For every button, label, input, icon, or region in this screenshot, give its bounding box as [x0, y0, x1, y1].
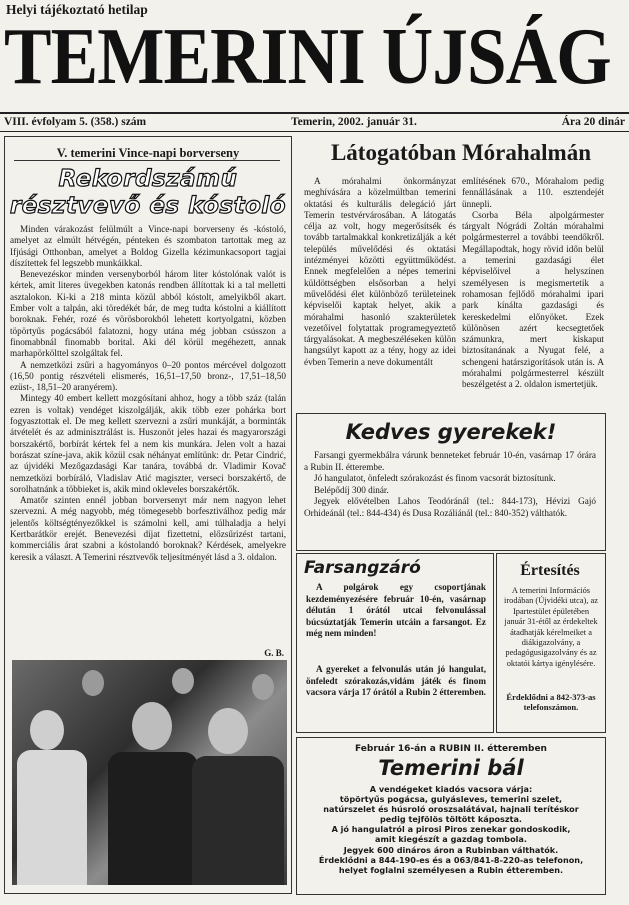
- carnival-title: Farsangzáró: [304, 558, 421, 578]
- children-ball-body: [304, 450, 596, 519]
- children-ball-paragraph: Jegyek elővételben Lahos Teodóránál (tel.: 844-173), Hévizi Gajó Orhideánál (tel.: 844-434) és Dusa Rozáliánál (tel.: 840-352) válthatók.: [304, 496, 596, 518]
- children-ball-title: Kedves gyerekek!: [345, 420, 557, 444]
- ball-line: A jó hangulatról a pirosi Piros zenekar gondoskodik,: [331, 824, 571, 835]
- ball-line: natúrszelet és húsroló oroszsalátával, hajnali terítéskor: [323, 804, 579, 815]
- wine-title-line1: Rekordszámú: [58, 166, 238, 192]
- carnival-text-1: A polgárok egy csoportjának kezdeményezésére február 10-én, vasárnap délután 1 órától utcai felvonulással búcsúztatják Temerin utcáin a farsangot. Ez még nem minden!: [306, 582, 486, 639]
- wine-subtitle: V. temerini Vince-napi borverseny: [56, 146, 240, 160]
- notice-text: A temerini Információs irodában (Újvidéki utca), az Ipartestület épületében január 31-étől az érdekeltek átadhatják kérelmeiket a diákigazolvány, a pedagógusigazolvány és az oktatói kártya igénylésére.: [504, 586, 598, 668]
- ball-pretitle: Február 16-án a RUBIN II. étteremben: [355, 744, 547, 754]
- ball-line: töpörtyűs pogácsa, gulyásleves, temerini szelet,: [339, 794, 563, 805]
- ball-line: helyet foglalni személyesen a Rubin étteremben.: [338, 864, 564, 875]
- wine-body: [10, 224, 286, 648]
- mora-paragraph: említésének 670., Mórahalom pedig fennállásának a 110. esztendejét ünnepli.: [462, 176, 604, 209]
- masthead-rule-bottom: [0, 131, 629, 132]
- children-ball-paragraph: Farsangi gyermekbálra várunk benneteket február 10-én, vasárnap 17 órára a Rubin II. étterembe.: [304, 450, 596, 472]
- issue-number: VIII. évfolyam 5. (358.) szám: [4, 116, 147, 128]
- mora-col2: [462, 176, 604, 410]
- children-ball-paragraph: Jó hangulatot, önfeledt szórakozást és finom vacsorát biztosítunk.: [314, 473, 556, 483]
- wine-paragraph: Mintegy 40 embert kellett mozgósítani ahhoz, hogy a több száz (talán ezren is voltak) vendéget kiszolgálják, akik több ezer pohárka bort fogyasztottak el. De meg kellett szervezni a zsűri munkáját, a borminták átvételét és az adminisztrálást is. Huszonöt jeles hazai és magyarországi borszakértő, borbírát kértek fel a nem kis munkára. Jelen volt a hazai borászat színe-java, akik közül csak néhányat említünk: dr. Petar Cindrić, az újvidéki Mezőgazdasági Kar tanára, továbbá dr. Vladimir Kovač nemzetközi borbíráló, Vladislav Atić magiszter, verseci borszakértő, de sorolhatnánk a többieket is, akik mind okleveles borszakértők.: [10, 393, 286, 494]
- wine-tasting-photo: [12, 660, 287, 885]
- ball-line: Érdeklődni a 844-190-es és a 063/841-8-220-as telefonon,: [318, 854, 584, 865]
- wine-paragraph: Amatőr szinten ennél jobban borversenyt már nem nagyon lehet szervezni. A még nagyobb, még tömegesebb borfesztiválhoz pedig már jelentős költségtényezőkkel is számolni kell, ami túlhaladja a helyi Kertbarátkör erejét. Benevezési díjat fizettetni, előzsűrizést tartani, kommerciális árat szabni a kóstolandó boroknak? Kérdések, amelyekre keresik a választ. A Temerini résztvevők teljesítményét lásd a 3. oldalon.: [10, 495, 286, 562]
- mora-paragraph: Csorba Béla alpolgármester tárgyalt Nógrádi Zoltán mórahalmi polgármesterrel a további teendőkről. Megállapodtak, hogy rövid időn belül a temerini gazdasági élet képviselőivel a helyszínen személyesen is megismertetik a rohamosan fejlődő mórahalmi ipari park kínálta gazdasági és kereskedelmi előnyöket. Ezek különösen azért kecsegtetőek számunkra, mert kiskaput biztosítanának a Nyugat felé, a schengeni határszigorítások után is. A mórahalmi polgármesterrel készült beszélgetést a 2. oldalon ismertetjük.: [462, 209, 604, 390]
- carnival-box: [296, 553, 494, 733]
- issue-price: Ára 20 dinár: [561, 116, 625, 128]
- wine-subtitle-rule: [14, 160, 280, 161]
- children-ball-paragraph: Belépődíj 300 dinár.: [314, 484, 389, 495]
- mora-col1: [304, 176, 456, 410]
- notice-contact: Érdeklődni a 842-373-as telefonszámon.: [506, 692, 596, 713]
- mora-paragraph: A mórahalmi önkormányzat meghívására a közelmúltban temerini oktatási és kulturális delegáció járt Temerin testvérvárosában. A látogatás célja az volt, hogy megerősítsék és tovább tartalmakkal konkretizálják a két település művelődési és oktatási intézményei közötti együttműködést. Ennek megfelelően a népes temerini küldöttségben elsősorban a helyi művelődési élet különböző területeinek képviselői kaptak helyet, akik a mórahalmi hasonló szakterületek vezetőivel folytattak programegyeztető tárgyalásokat. A megbeszéléseken külön hangsúlyt kapott az a tény, hogy az idei évben Temerin a neve dokumentált: [304, 176, 456, 367]
- ball-details: [298, 784, 604, 875]
- wine-paragraph: Benevezéskor minden versenyborból három liter kóstolónak valót is kértek, amit literes üvegekben katonás rendben állítottak ki a tal melletti asztalokon. Ki-ki a 218 minta közül abból kóstolt, amelyikből akart. Ember volt a talpán, aki töredékét bár, de meg tudta kóstolni a kiállított boroknak. Fehér, rozé és vörösborokból lehetett kortyolgatni, közben töpörtyűs pogácsából falatozni, hogy utána még jobban csússzon a finomabbnál finomabb borital. Aki dél körül megéhezett, annak marhapörkölttel szolgáltak fel.: [10, 269, 286, 359]
- ball-line: pedig tejfölös töltött káposzta.: [380, 814, 522, 825]
- ball-line: A vendégeket kiadós vacsora várja:: [369, 784, 533, 794]
- issue-date: Temerin, 2002. január 31.: [291, 116, 417, 128]
- wine-title-line2: résztvevő és kóstoló: [9, 193, 287, 219]
- ball-title: Temerini bál: [378, 756, 524, 780]
- wine-author: G. B.: [264, 648, 284, 658]
- ball-line: amit kiegészít a gazdag tombola.: [375, 834, 527, 845]
- mora-title: Látogatóban Mórahalmán: [330, 140, 592, 165]
- wine-paragraph: Minden várakozást felülmúlt a Vince-napi borverseny és -kóstoló, amelyet az elmúlt hétvégén, pénteken és szombaton tartottak meg az Ifjúsági Otthonban, amelyet a Boldog Gizella kézimunkacsoport tagjai díszítettek fel legszebb munkáikkal.: [10, 224, 286, 268]
- masthead-rule-top: [0, 112, 629, 114]
- masthead-kicker: Helyi tájékoztató hetilap: [6, 2, 148, 17]
- carnival-text-2: A gyereket a felvonulás után jó hangulat, önfeledt szórakozás,vidám játék és finom vacsora várja 17 órától a Rubin 2 étteremben.: [306, 664, 486, 698]
- issue-info-bar: [4, 116, 625, 128]
- notice-title: Értesítés: [520, 562, 580, 579]
- newspaper-title: TEMERINI ÚJSÁG: [4, 13, 611, 101]
- ball-line: Jegyek 600 dináros áron a Rubinban válthatók.: [343, 844, 559, 855]
- wine-paragraph: A nemzetközi zsűri a hagyományos 0–20 pontos mércével dolgozott (16,50 pontig részvételi elismerés, 16,51–17,50 bronz-, 17,51–18,50 ezüst-, 18,51–20 aranyérem).: [10, 359, 286, 393]
